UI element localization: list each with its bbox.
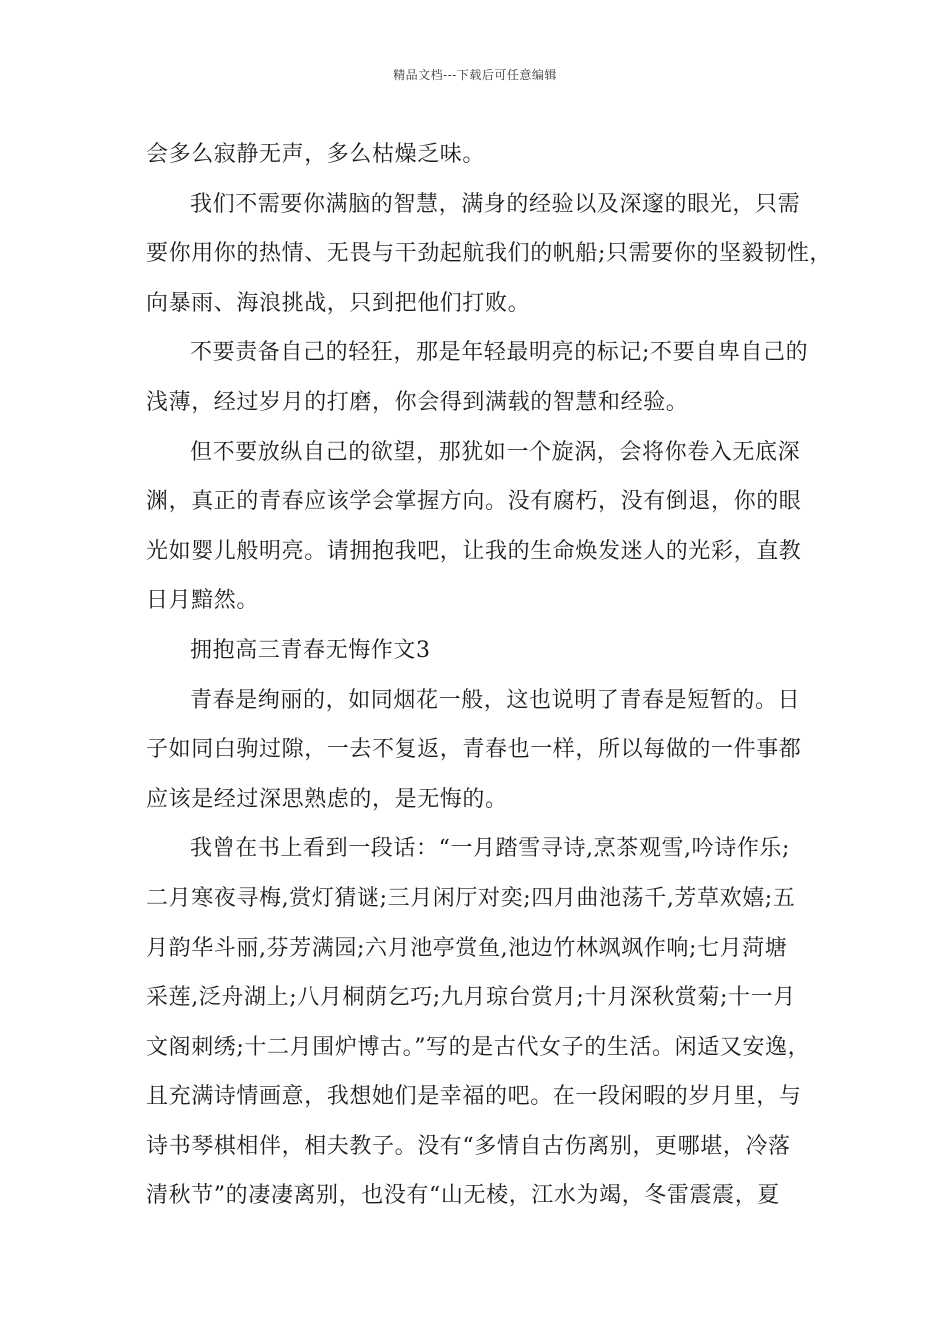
- text-line: 文阁刺绣;十二月围炉博古。”写的是古代女子的生活。闲适又安逸，: [146, 1034, 811, 1060]
- text-line: 我们不需要你满脑的智慧，满身的经验以及深邃的眼光，只需: [190, 191, 801, 217]
- text-line: 拥抱高三青春无悔作文3: [190, 637, 431, 663]
- text-line: 浅薄，经过岁月的打磨，你会得到满载的智慧和经验。: [146, 389, 689, 415]
- text-line: 光如婴儿般明亮。请拥抱我吧，让我的生命焕发迷人的光彩，直教: [146, 538, 802, 564]
- text-line: 向暴雨、海浪挑战，只到把他们打败。: [146, 290, 531, 316]
- page-header: 精品文档---下载后可任意编辑: [393, 68, 557, 82]
- text-line: 子如同白驹过隙，一去不复返，青春也一样，所以每做的一件事都: [146, 737, 802, 763]
- text-line: 不要责备自己的轻狂，那是年轻最明亮的标记;不要自卑自己的: [190, 340, 809, 366]
- text-line: 应该是经过深思熟虑的，是无悔的。: [146, 786, 508, 812]
- text-line: 会多么寂静无声，多么枯燥乏味。: [146, 142, 486, 167]
- text-line: 诗书琴棋相伴，相夫教子。没有“多情自古伤离别，更哪堪，冷落: [146, 1133, 791, 1159]
- text-line: 要你用你的热情、无畏与干劲起航我们的帆船;只需要你的坚毅韧性，: [146, 241, 833, 267]
- text-line: 且充满诗情画意，我想她们是幸福的吧。在一段闲暇的岁月里，与: [146, 1084, 802, 1110]
- text-line: 青春是绚丽的，如同烟花一般，这也说明了青春是短暂的。日: [190, 687, 801, 713]
- text-line: 采莲,泛舟湖上;八月桐荫乞巧;九月琼台赏月;十月深秋赏菊;十一月: [146, 985, 796, 1011]
- text-line: 渊，真正的青春应该学会掌握方向。没有腐朽，没有倒退，你的眼: [146, 489, 802, 515]
- text-line: 二月寒夜寻梅,赏灯猜谜;三月闲厅对奕;四月曲池荡千,芳草欢嬉;五: [146, 885, 796, 911]
- text-line: 清秋节”的凄凄离别，也没有“山无棱，江水为竭，冬雷震震，夏: [146, 1183, 780, 1209]
- text-line: 日月黯然。: [146, 588, 260, 614]
- text-line: 我曾在书上看到一段话：“一月踏雪寻诗,烹茶观雪,吟诗作乐;: [190, 836, 791, 862]
- text-line: 月韵华斗丽,芬芳满园;六月池亭赏鱼,池边竹林飒飒作响;七月菏塘: [146, 935, 788, 961]
- text-line: 但不要放纵自己的欲望，那犹如一个旋涡，会将你卷入无底深: [190, 439, 801, 465]
- body-text: [146, 130, 833, 1221]
